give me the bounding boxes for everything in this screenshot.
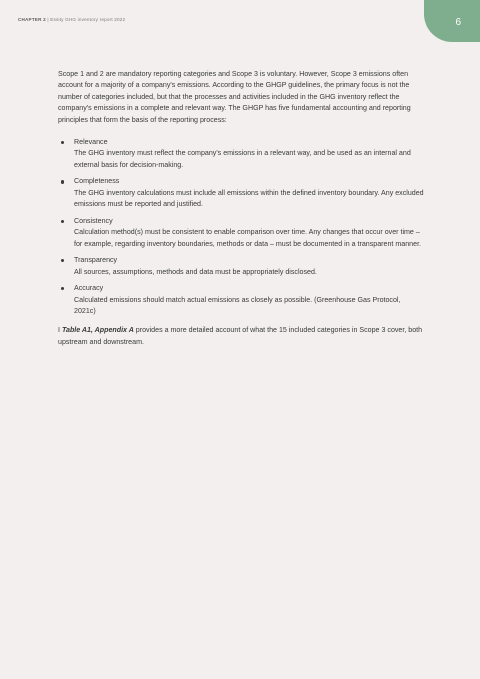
header-separator: |	[47, 17, 49, 22]
principle-text: Calculation method(s) must be consistent to enable comparison over time. Any changes that occur over time – for example, regarding inventory boundaries, methods or data – must be documented in a transparent manner.	[74, 228, 422, 248]
principle-text: The GHG inventory calculations must include all emissions within the defined inventory boundary. Any excluded emissions must be reported and justified.	[74, 188, 424, 209]
principle-item	[58, 283, 424, 317]
report-title: Essity GHG inventory report 2022	[50, 17, 126, 22]
principle-item	[58, 216, 424, 250]
principle-title: Accuracy	[74, 284, 104, 293]
page-number: 6	[455, 17, 461, 28]
intro-paragraph: Scope 1 and 2 are mandatory reporting categories and Scope 3 is voluntary. However, Scope 3 emissions often account for a majority of a company's emissions. According to the GHGP guidelines, the primary focus is not the number of categories included, but that the processes and activities included in the GHG inventory reflect the company's emissions in a complete and relevant way. The GHGP has five fundamental accounting and reporting principles that form the basis of the reporting process:	[58, 70, 411, 124]
principle-title: Completeness	[74, 177, 120, 186]
principle-title: Transparency	[74, 256, 118, 265]
principle-text: The GHG inventory must reflect the company's emissions in a relevant way, and be used as an internal and external basis for decision-making.	[74, 149, 411, 169]
body-content	[58, 69, 424, 348]
principle-text: All sources, assumptions, methods and data must be appropriately disclosed.	[74, 267, 317, 276]
page-corner-tab	[424, 0, 480, 42]
principle-title: Relevance	[74, 138, 108, 147]
principle-item	[58, 255, 424, 278]
principle-item	[58, 137, 424, 171]
closing-prefix: I	[58, 326, 62, 335]
chapter-label: CHAPTER 2	[18, 17, 46, 22]
principles-list	[58, 137, 424, 317]
principle-title: Consistency	[74, 216, 113, 225]
principle-text: Calculated emissions should match actual emissions as closely as possible. (Greenhouse Gas Protocol, 2021c)	[74, 295, 401, 316]
appendix-reference: Table A1, Appendix A	[61, 326, 134, 335]
closing-text: provides a more detailed account of what the 15 included categories in Scope 3 cover, both upstream and downstream.	[58, 326, 423, 346]
principle-item	[58, 176, 424, 210]
closing-paragraph	[58, 325, 424, 348]
running-header	[18, 17, 125, 22]
